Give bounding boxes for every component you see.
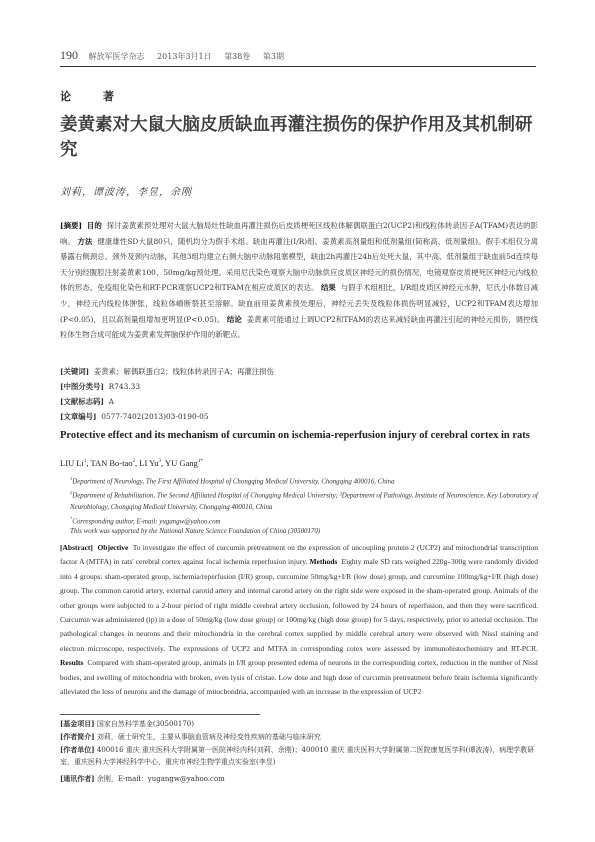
author-name: YU Gang [164, 458, 198, 468]
footnote-label: [作者简介] [60, 732, 95, 741]
article-number-label: [文章编号] [60, 412, 97, 421]
methods-text-cn: 健康雄性SD大鼠80只，随机均分为假手术组、缺血再灌注(I/R)组、姜黄素高剂量组和低剂量组(简称高、低剂量组)。假手术组仅分离暴露右侧颈总、颈外及颈内动脉，其他3组均建立右侧大脑中动脉阻塞模型，缺血2h再灌注24h后处死大鼠，其中高、低剂量组于缺血前5d连续每天分别经腹腔注射姜黄素100、50mg/kg预处理。采用尼氏染色观察大脑中动脉供应皮质区神经元的损伤情况，电镜观察皮质梗死区神经元内线粒体的形态，免疫组化染色和RT-PCR观察UCP2和TFAM在相应皮质区的表达。 [60, 236, 538, 293]
author-unit-footnote [60, 744, 538, 768]
corresponding-footnote [60, 773, 538, 785]
objective-text-cn: 探讨姜黄素预处理对大鼠大脑局灶性缺血再灌注损伤后皮质梗死区线粒体解偶联蛋白2(UCP2)和线粒体转录因子A(TFAM)表达的影响。 [60, 221, 538, 246]
authors-en: LIU Li$^1$, TAN Bo-tao$^2$, LI Yu$^3$, YU Gang$^{1*}$ [60, 458, 203, 468]
section-label: 论 著 [60, 90, 128, 103]
abstract-label-cn: [摘要] [60, 221, 82, 230]
affiliation-text: Department of Rehabilitation, The Second Affiliated Hospital of Chongqing Medical University; ³Department of Pathology, Institute of Neuroscience, Key Laboratory of Neurobiology, Chongqing Medical University, Chongqing 400010, China [70, 492, 538, 511]
footnote-value: 余刚，E-mail：yugangw@yahoo.com [96, 775, 225, 783]
results-label-cn: 结果 [320, 283, 336, 293]
footnote-label: [通讯作者] [60, 774, 95, 783]
affiliation-sup: 2 [70, 490, 73, 495]
keywords-label: [关键词] [60, 367, 90, 376]
conclusion-label-cn: 结论 [226, 314, 242, 324]
results-label-en: Results [60, 658, 84, 668]
classification-label: [中图分类号] [60, 382, 104, 391]
affiliation [60, 473, 538, 488]
results-text-en: Compared with sham-operated group, animals in I/R group presented edema of neurons in the corresponding cortex, reduction in the number of Nissl bodies, and swelling of mitochondria with broken, even lysis of cristae. Low dose and high dose of curcumin pretreatment before brain ischemia significantly alleviated the loss of neurons and the damage of mitochondria, accompanied with an increase in the expression of UCP2 [60, 658, 538, 697]
article-number-row [60, 411, 538, 422]
classification-value: R743.33 [108, 382, 141, 391]
results-text-cn: 与假手术组相比，I/R组皮质区神经元水肿，尼氏小体数目减少，神经元内线粒体肿胀，线粒体嵴断裂甚至溶解。缺血前用姜黄素预处理后，神经元丢失及线粒体损伤明显减轻，UCP2和TFAM表达增加(P<0.05)，且以高剂量组增加更明显(P<0.05)。 [60, 283, 538, 324]
conclusion-text-cn: 姜黄素可能通过上调UCP2和TFAM的表达来减轻缺血再灌注引起的神经元损伤，调控线粒体生物合成可能成为姜黄素发挥脑保护作用的新靶点。 [60, 314, 538, 340]
footnote-label: [基金项目] [60, 719, 95, 728]
author-sup: 2 [132, 459, 136, 465]
footnote-value: 国家自然科学基金(30500170) [96, 720, 194, 728]
document-code-value: A [108, 397, 114, 406]
journal-name: 解放军医学杂志 [88, 52, 145, 61]
article-title-en: Protective effect and its mechanism of curcumin on ischemia-reperfusion injury of cerebral cortex in rats [60, 430, 530, 441]
affiliation-text: Department of Neurology, The First Affiliated Hospital of Chongqing Medical University, Chongqing 400016, China [72, 478, 395, 486]
author-name: TAN Bo-tao [90, 458, 133, 468]
objective-label-cn: 目的 [86, 221, 102, 230]
objective-label-en: Objective [97, 543, 129, 552]
funding-text: This work was supported by the National Nature Science Foundation of China (30500170) [70, 528, 321, 535]
methods-label-cn: 方法 [77, 236, 93, 246]
author-sup: 3 [158, 459, 162, 465]
keywords-value: 姜黄素；解偶联蛋白2；线粒体转录因子A；再灌注损伤 [93, 367, 274, 376]
affiliation-sup: * [70, 516, 73, 521]
footnote-label: [作者单位] [60, 745, 95, 754]
footnote-value: 400016 重庆 重庆医科大学附属第一医院神经内科(刘莉、余刚)；400010 重庆 重庆医科大学附属第二医院康复医学科(谭波涛)，病理学教研室，重庆医科大学神经科学中心，重庆市神经生物学重点实验室(李昱) [60, 746, 535, 766]
author-name: LIU Li [60, 458, 84, 468]
author-sup: 1* [197, 459, 203, 465]
volume: 第38卷 [224, 52, 251, 61]
methods-label-en: Methods [309, 557, 338, 567]
footnote-rule [60, 714, 260, 715]
page-number: 190 [60, 48, 78, 62]
document-code-row [60, 396, 538, 407]
running-header [60, 48, 536, 64]
author-name: LI Yu [139, 458, 159, 468]
authors-cn: 刘莉，谭波涛，李昱，余刚 [60, 187, 192, 198]
article-title-cn: 姜黄素对大鼠大脑皮质缺血再灌注损伤的保护作用及其机制研究 [60, 115, 533, 160]
keywords-row [60, 366, 538, 377]
abstract-en [60, 541, 538, 699]
funding-note [60, 526, 538, 538]
abstract-label-en: [Abstract] [60, 543, 93, 552]
abstract-cn [60, 218, 538, 343]
issue-date: 2013年3月1日 [157, 52, 212, 61]
affiliation [60, 487, 538, 513]
affiliation-text: Corresponding author, E-mail: yugangw@yahoo.com [72, 518, 221, 526]
article-number-value: 0577-7402(2013)03-0190-05 [101, 412, 209, 421]
methods-text-en: Eighty male SD rats weighed 220g–300g were randomly divided into 4 groups: sham-operated group, ischemia/reperfusion (I/R) group, curcumine 50mg/kg+I/R (low dose) group, and curcumine 100mg/kg+I/R (high dose) group. The common carotid artery, external carotid artery and internal carotid artery on the right side were exposed in the sham-operated group. Animals of the other groups were subjected to a 2-hour period of right middle cerebral artery occlusion, followed by 24 hours of reperfusion, and then they were sacrificed. Curcumin was administered (ip) in a dose of 50mg/kg (low dose group) or 100mg/kg (high dose group) for 5 days, respectively, prior to arterial occlusion. The pathological changes in neurons and their mitochondria in the cerebral cortex supplied by middle cerebral artery were observed with Nissl staining and electron microscope, respectively. The expressions of UCP2 and MTFA in corresponding cotex were assessed by immunohistochemistry and RT-PCR. [60, 557, 539, 653]
header-rule [60, 66, 536, 67]
document-code-label: [文献标志码] [60, 397, 104, 406]
issue: 第3期 [262, 52, 285, 61]
funding-footnote [60, 718, 538, 730]
classification-row [60, 381, 538, 392]
affiliation-sup: 1 [70, 476, 73, 481]
author-sup: 1 [83, 459, 87, 465]
objective-text-en: To investigate the effect of curcumin pretreatment on the expression of uncoupling protein 2 (UCP2) and mitochondrial transcription factor A (MTFA) in rats' cerebral cortex against focal ischemia reperfusion injury. [60, 543, 538, 567]
author-bio-footnote [60, 731, 538, 743]
footnote-value: 刘莉，硕士研究生，主要从事脑血管病及神经变性疾病的基础与临床研究 [96, 733, 321, 741]
